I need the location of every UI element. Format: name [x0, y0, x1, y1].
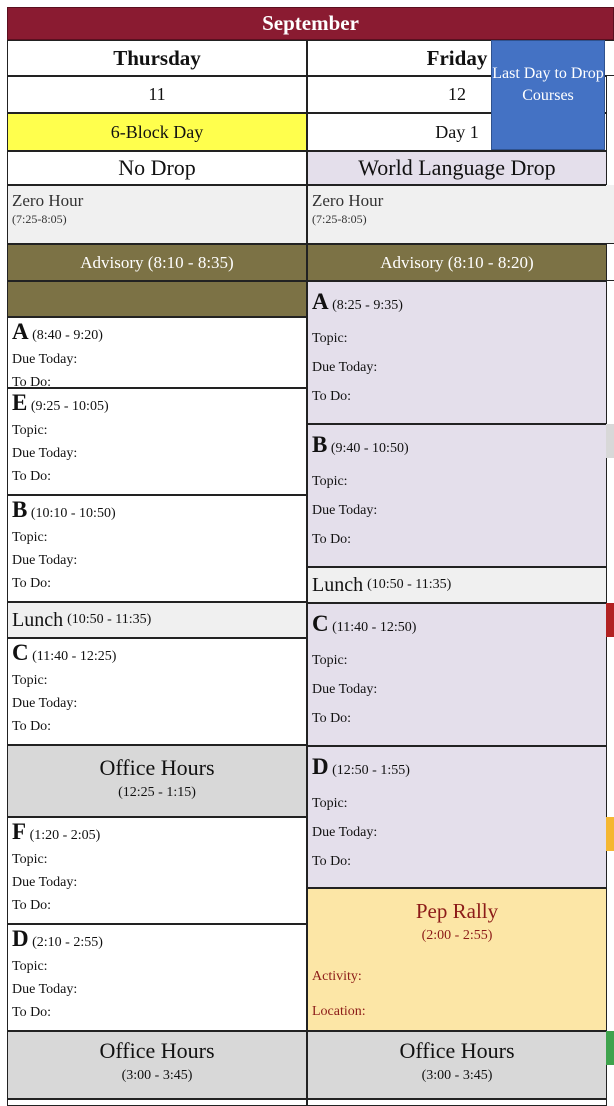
- to-do-label: To Do:: [12, 898, 52, 913]
- friday-pep-rally: [307, 888, 607, 1031]
- friday-drop: World Language Drop: [307, 151, 607, 185]
- to-do-label: To Do:: [12, 1005, 52, 1020]
- activity-label: Activity:: [312, 969, 362, 984]
- period-letter: C: [12, 640, 29, 665]
- period-letter: F: [12, 819, 27, 844]
- due-today-label: Due Today:: [12, 553, 78, 568]
- thursday-period-b: [7, 495, 307, 602]
- thursday-next-row: [7, 1099, 307, 1106]
- lunch-label: Lunch: [12, 608, 64, 631]
- thursday-header: Thursday: [7, 40, 307, 76]
- office-hours-label: Office Hours: [399, 1038, 515, 1063]
- to-do-label: To Do:: [312, 389, 352, 404]
- due-today-label: Due Today:: [12, 696, 78, 711]
- month-header: September: [7, 7, 614, 40]
- due-today-label: Due Today:: [312, 825, 378, 840]
- next-orange-edge: [606, 817, 614, 851]
- period-time: (9:25 - 10:05): [30, 399, 109, 414]
- period-time: (8:25 - 9:35): [332, 298, 403, 313]
- thursday-date: 11: [7, 76, 307, 113]
- zero-hour-label: Zero Hour: [12, 191, 84, 210]
- thursday-zero-hour: [7, 185, 307, 244]
- topic-label: Topic:: [312, 796, 348, 811]
- pep-rally-time: (2:00 - 2:55): [421, 928, 493, 943]
- topic-label: Topic:: [12, 852, 48, 867]
- to-do-label: To Do:: [12, 719, 52, 734]
- period-time: (8:40 - 9:20): [32, 328, 103, 343]
- office-hours-time: (3:00 - 3:45): [121, 1068, 193, 1083]
- thursday-office-hours-afternoon: [7, 1031, 307, 1099]
- period-time: (11:40 - 12:50): [332, 620, 417, 635]
- due-today-label: Due Today:: [12, 982, 78, 997]
- period-letter: D: [312, 754, 329, 779]
- location-label: Location:: [312, 1004, 366, 1019]
- last-day-to-drop-note: Last Day to Drop Courses: [491, 40, 605, 150]
- due-today-label: Due Today:: [312, 503, 378, 518]
- due-today-label: Due Today:: [312, 360, 378, 375]
- period-letter: C: [312, 611, 329, 636]
- period-time: (12:50 - 1:55): [332, 763, 410, 778]
- thursday-drop: No Drop: [7, 151, 307, 185]
- friday-date: 12: [307, 76, 607, 113]
- friday-period-b: [307, 424, 607, 567]
- thursday-period-a: [7, 317, 307, 388]
- due-today-label: Due Today:: [312, 682, 378, 697]
- zero-hour-time: (7:25-8:05): [312, 212, 367, 227]
- period-time: (10:10 - 10:50): [30, 506, 116, 521]
- friday-advisory: Advisory (8:10 - 8:20): [307, 244, 607, 281]
- topic-label: Topic:: [12, 423, 48, 438]
- period-letter: B: [312, 432, 328, 457]
- topic-label: Topic:: [12, 959, 48, 974]
- saturday-header-edge: [606, 40, 614, 76]
- due-today-label: Due Today:: [12, 446, 78, 461]
- to-do-label: To Do:: [12, 469, 52, 484]
- to-do-label: To Do:: [12, 576, 52, 591]
- friday-block-type: Day 1: [307, 113, 607, 151]
- thursday-period-e: [7, 388, 307, 495]
- lunch-label: Lunch: [312, 573, 364, 596]
- due-today-label: Due Today:: [12, 875, 78, 890]
- to-do-label: To Do:: [312, 532, 352, 547]
- friday-zero-hour: [307, 185, 607, 244]
- period-letter: E: [12, 390, 28, 415]
- friday-lunch: [307, 567, 607, 603]
- thursday-office-hours-midday: [7, 745, 307, 817]
- next-advisory-edge: [606, 244, 614, 281]
- thursday-period-d: [7, 924, 307, 1031]
- period-letter: D: [12, 926, 29, 951]
- lunch-time: (10:50 - 11:35): [67, 612, 152, 627]
- period-time: (1:20 - 2:05): [29, 828, 101, 843]
- next-gray-edge: [606, 424, 614, 458]
- period-time: (11:40 - 12:25): [32, 649, 117, 664]
- period-letter: A: [12, 319, 29, 344]
- next-zero-hour-edge: [606, 185, 614, 244]
- office-hours-time: (12:25 - 1:15): [118, 785, 196, 800]
- topic-label: Topic:: [312, 653, 348, 668]
- period-time: (2:10 - 2:55): [32, 935, 103, 950]
- topic-label: Topic:: [12, 673, 48, 688]
- thursday-block-type: 6-Block Day: [7, 113, 307, 151]
- period-time: (9:40 - 10:50): [330, 441, 409, 456]
- to-do-label: To Do:: [12, 375, 52, 390]
- period-letter: A: [312, 289, 329, 314]
- office-hours-label: Office Hours: [99, 755, 215, 780]
- office-hours-time: (3:00 - 3:45): [421, 1068, 493, 1083]
- friday-period-c: [307, 603, 607, 746]
- due-today-label: Due Today:: [12, 352, 78, 367]
- topic-label: Topic:: [312, 474, 348, 489]
- thursday-lunch: [7, 602, 307, 638]
- lunch-time: (10:50 - 11:35): [367, 577, 452, 592]
- period-letter: B: [12, 497, 28, 522]
- zero-hour-time: (7:25-8:05): [12, 212, 67, 227]
- to-do-label: To Do:: [312, 854, 352, 869]
- friday-office-hours: [307, 1031, 607, 1099]
- topic-label: Topic:: [12, 530, 48, 545]
- zero-hour-label: Zero Hour: [312, 191, 384, 210]
- topic-label: Topic:: [312, 331, 348, 346]
- next-green-edge: [606, 1031, 614, 1065]
- pep-rally-label: Pep Rally: [415, 899, 499, 923]
- to-do-label: To Do:: [312, 711, 352, 726]
- friday-header: Friday: [307, 40, 607, 76]
- thursday-advisory: Advisory (8:10 - 8:35): [7, 244, 307, 281]
- friday-next-row: [307, 1099, 607, 1106]
- office-hours-label: Office Hours: [99, 1038, 215, 1063]
- friday-period-d: [307, 746, 607, 888]
- next-red-edge: [606, 603, 614, 637]
- thursday-period-c: [7, 638, 307, 745]
- thursday-advisory-spacer: [7, 281, 307, 317]
- thursday-period-f: [7, 817, 307, 924]
- friday-period-a: [307, 281, 607, 424]
